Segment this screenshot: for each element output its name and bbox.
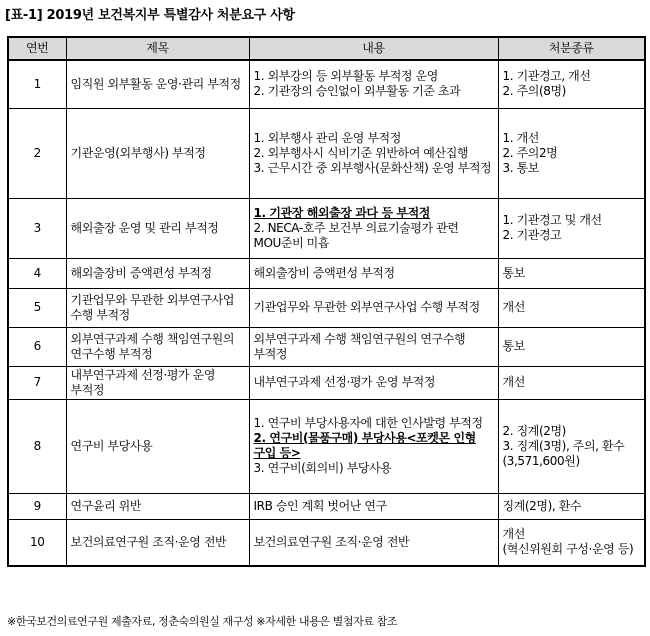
table-row xyxy=(8,288,645,327)
header-subject: 제목 xyxy=(66,37,249,60)
row-subject: 연구윤리 위반 xyxy=(66,493,249,519)
content-item: 외부연구과제 수행 책임연구원의 연구수행 부적정 xyxy=(253,331,466,361)
action-item: 1. 기관경고, 개선 xyxy=(502,69,591,84)
row-subject: 연구비 부당사용 xyxy=(66,399,249,493)
footnote: ※한국보건의료연구원 제출자료, 정춘숙의원실 재구성 ※자세한 내용은 별첨자료 참조 xyxy=(7,615,398,628)
row-number: 10 xyxy=(8,519,66,566)
table-row xyxy=(8,198,645,258)
disposition-table xyxy=(7,36,646,567)
row-subject: 해외출장비 증액편성 부적정 xyxy=(66,258,249,288)
action-item: 개선 xyxy=(502,527,525,542)
table-row xyxy=(8,60,645,108)
content-item: 2. NECA-호주 보건부 의료기술평가 관련 MOU준비 미흡 xyxy=(253,220,459,250)
header-content: 내용 xyxy=(249,37,498,60)
row-subject: 기관운영(외부행사) 부적정 xyxy=(66,108,249,198)
row-subject: 내부연구과제 선정·평가 운영 부적정 xyxy=(66,366,249,399)
action-item: 통보 xyxy=(502,265,525,280)
header-action: 처분종류 xyxy=(498,37,645,60)
action-item: 2. 징계(2명) xyxy=(502,423,566,438)
row-number: 4 xyxy=(8,258,66,288)
content-item: 3. 연구비(회의비) 부당사용 xyxy=(253,461,392,475)
content-item: 1. 외부강의 등 외부활동 부적정 운영 xyxy=(253,69,438,84)
table-row xyxy=(8,399,645,493)
row-subject: 기관업무와 무관한 외부연구사업 수행 부적정 xyxy=(66,288,249,327)
row-action xyxy=(498,198,645,258)
row-number: 7 xyxy=(8,366,66,399)
row-content xyxy=(249,258,498,288)
content-item: 내부연구과제 선정·평가 운영 부적정 xyxy=(253,375,436,389)
action-item: 3. 징계(3명), 주의, 환수(3,571,600원) xyxy=(502,438,625,468)
row-content xyxy=(249,288,498,327)
row-action xyxy=(498,366,645,399)
action-item: 개선 xyxy=(502,300,525,314)
content-item: IRB 승인 계획 벗어난 연구 xyxy=(253,498,387,513)
row-action xyxy=(498,399,645,493)
row-content xyxy=(249,366,498,399)
table-body xyxy=(8,60,645,566)
row-number: 9 xyxy=(8,493,66,519)
table-caption: [표-1] 2019년 보건복지부 특별감사 처분요구 사항 xyxy=(5,8,295,23)
content-item: 3. 근무시간 중 외부행사(문화산책) 운영 부적정 xyxy=(253,160,492,175)
row-subject: 보건의료연구원 조직·운영 전반 xyxy=(66,519,249,566)
table-row xyxy=(8,327,645,366)
table-row xyxy=(8,366,645,399)
table-row xyxy=(8,493,645,519)
row-content xyxy=(249,327,498,366)
action-item: 1. 기관경고 및 개선 xyxy=(502,213,602,227)
action-item: 통보 xyxy=(502,339,525,353)
row-subject: 임직원 외부활동 운영·관리 부적정 xyxy=(66,60,249,108)
row-action xyxy=(498,108,645,198)
action-item: 3. 통보 xyxy=(502,160,539,175)
row-number: 1 xyxy=(8,60,66,108)
content-item: 2. 기관장의 승인없이 외부활동 기준 초과 xyxy=(253,84,461,99)
action-item: 2. 기관경고 xyxy=(502,228,562,242)
table-row xyxy=(8,108,645,198)
content-item: 1. 기관장 해외출장 과다 등 부적정 xyxy=(253,205,430,220)
row-subject: 해외출장 운영 및 관리 부적정 xyxy=(66,198,249,258)
row-number: 3 xyxy=(8,198,66,258)
row-action xyxy=(498,519,645,566)
action-item: (혁신위원회 구성·운영 등) xyxy=(502,542,634,557)
row-content xyxy=(249,519,498,566)
row-subject: 외부연구과제 수행 책임연구원의 연구수행 부적정 xyxy=(66,327,249,366)
content-item: 1. 외부행사 관리 운영 부적정 xyxy=(253,130,401,145)
row-content xyxy=(249,60,498,108)
action-item: 징계(2명), 환수 xyxy=(502,498,582,513)
row-content xyxy=(249,108,498,198)
row-action xyxy=(498,493,645,519)
content-item: 보건의료연구원 조직·운영 전반 xyxy=(253,534,410,549)
content-item: 기관업무와 무관한 외부연구사업 수행 부적정 xyxy=(253,300,480,314)
row-content xyxy=(249,198,498,258)
table-header-row xyxy=(8,37,645,60)
content-item: 해외출장비 증액편성 부적정 xyxy=(253,265,395,280)
action-item: 개선 xyxy=(502,375,525,389)
table-row xyxy=(8,519,645,566)
row-number: 2 xyxy=(8,108,66,198)
content-item: 2. 외부행사시 식비기준 위반하여 예산집행 xyxy=(253,145,469,160)
row-action xyxy=(498,258,645,288)
content-item: 2. 연구비(물품구매) 부당사용<포켓몬 인형 구입 등> xyxy=(253,431,476,460)
row-content xyxy=(249,399,498,493)
row-action xyxy=(498,60,645,108)
row-action xyxy=(498,288,645,327)
action-item: 1. 개선 xyxy=(502,130,539,145)
row-number: 6 xyxy=(8,327,66,366)
row-number: 8 xyxy=(8,399,66,493)
row-content xyxy=(249,493,498,519)
row-number: 5 xyxy=(8,288,66,327)
action-item: 2. 주의(8명) xyxy=(502,84,566,99)
header-number: 연번 xyxy=(8,37,66,60)
content-item: 1. 연구비 부당사용자에 대한 인사발령 부적정 xyxy=(253,416,483,430)
table-row xyxy=(8,258,645,288)
row-action xyxy=(498,327,645,366)
action-item: 2. 주의2명 xyxy=(502,145,558,160)
